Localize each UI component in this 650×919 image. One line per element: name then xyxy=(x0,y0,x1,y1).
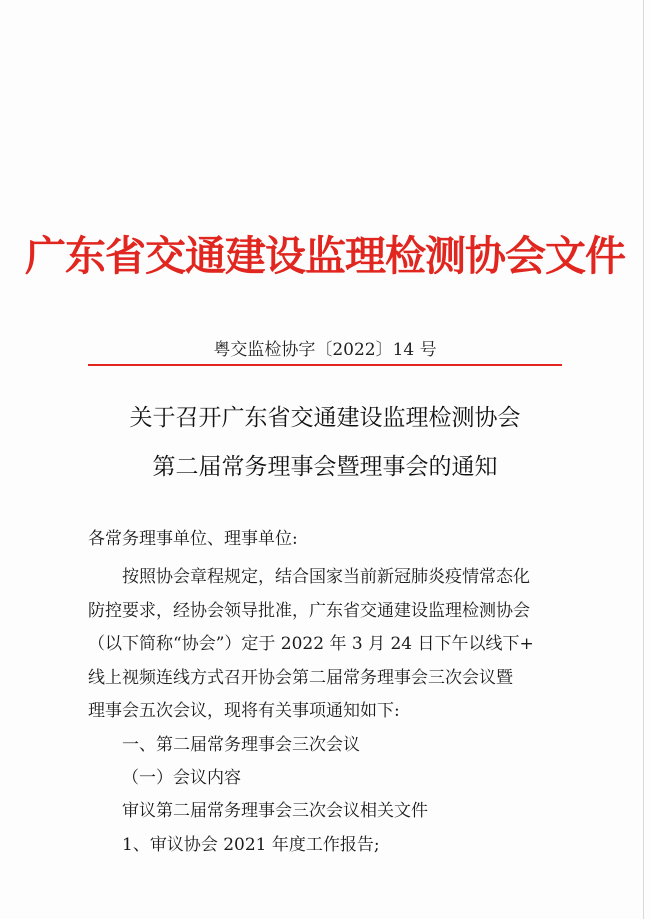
notice-title-line-1: 关于召开广东省交通建设监理检测协会 xyxy=(129,405,521,431)
paragraph-1-line-3: （以下简称“协会”）定于 2022 年 3 月 24 日下午以线下+ xyxy=(88,634,534,654)
salutation: 各常务理事单位、理事单位: xyxy=(88,529,298,549)
document-header-title: 广东省交通建设监理检测协会文件 xyxy=(25,232,625,280)
document-number: 粤交监检协字〔2022〕14 号 xyxy=(213,340,437,360)
notice-title-line-2: 第二届常务理事会暨理事会的通知 xyxy=(152,454,498,480)
item-1: 1、审议协会 2021 年度工作报告; xyxy=(122,835,380,855)
section-1-heading: 一、第二届常务理事会三次会议 xyxy=(122,735,360,755)
paragraph-1-line-5: 理事会五次会议，现将有关事项通知如下: xyxy=(88,701,400,721)
paragraph-1-line-2: 防控要求，经协会领导批准，广东省交通建设监理检测协会 xyxy=(88,601,530,621)
review-line: 审议第二届常务理事会三次会议相关文件 xyxy=(122,801,428,821)
subsection-1-heading: （一）会议内容 xyxy=(122,768,241,788)
paragraph-1-line-1: 按照协会章程规定，结合国家当前新冠肺炎疫情常态化 xyxy=(122,567,530,587)
paragraph-1-line-4: 线上视频连线方式召开协会第二届常务理事会三次会议暨 xyxy=(88,668,513,688)
red-separator-line xyxy=(88,364,562,366)
